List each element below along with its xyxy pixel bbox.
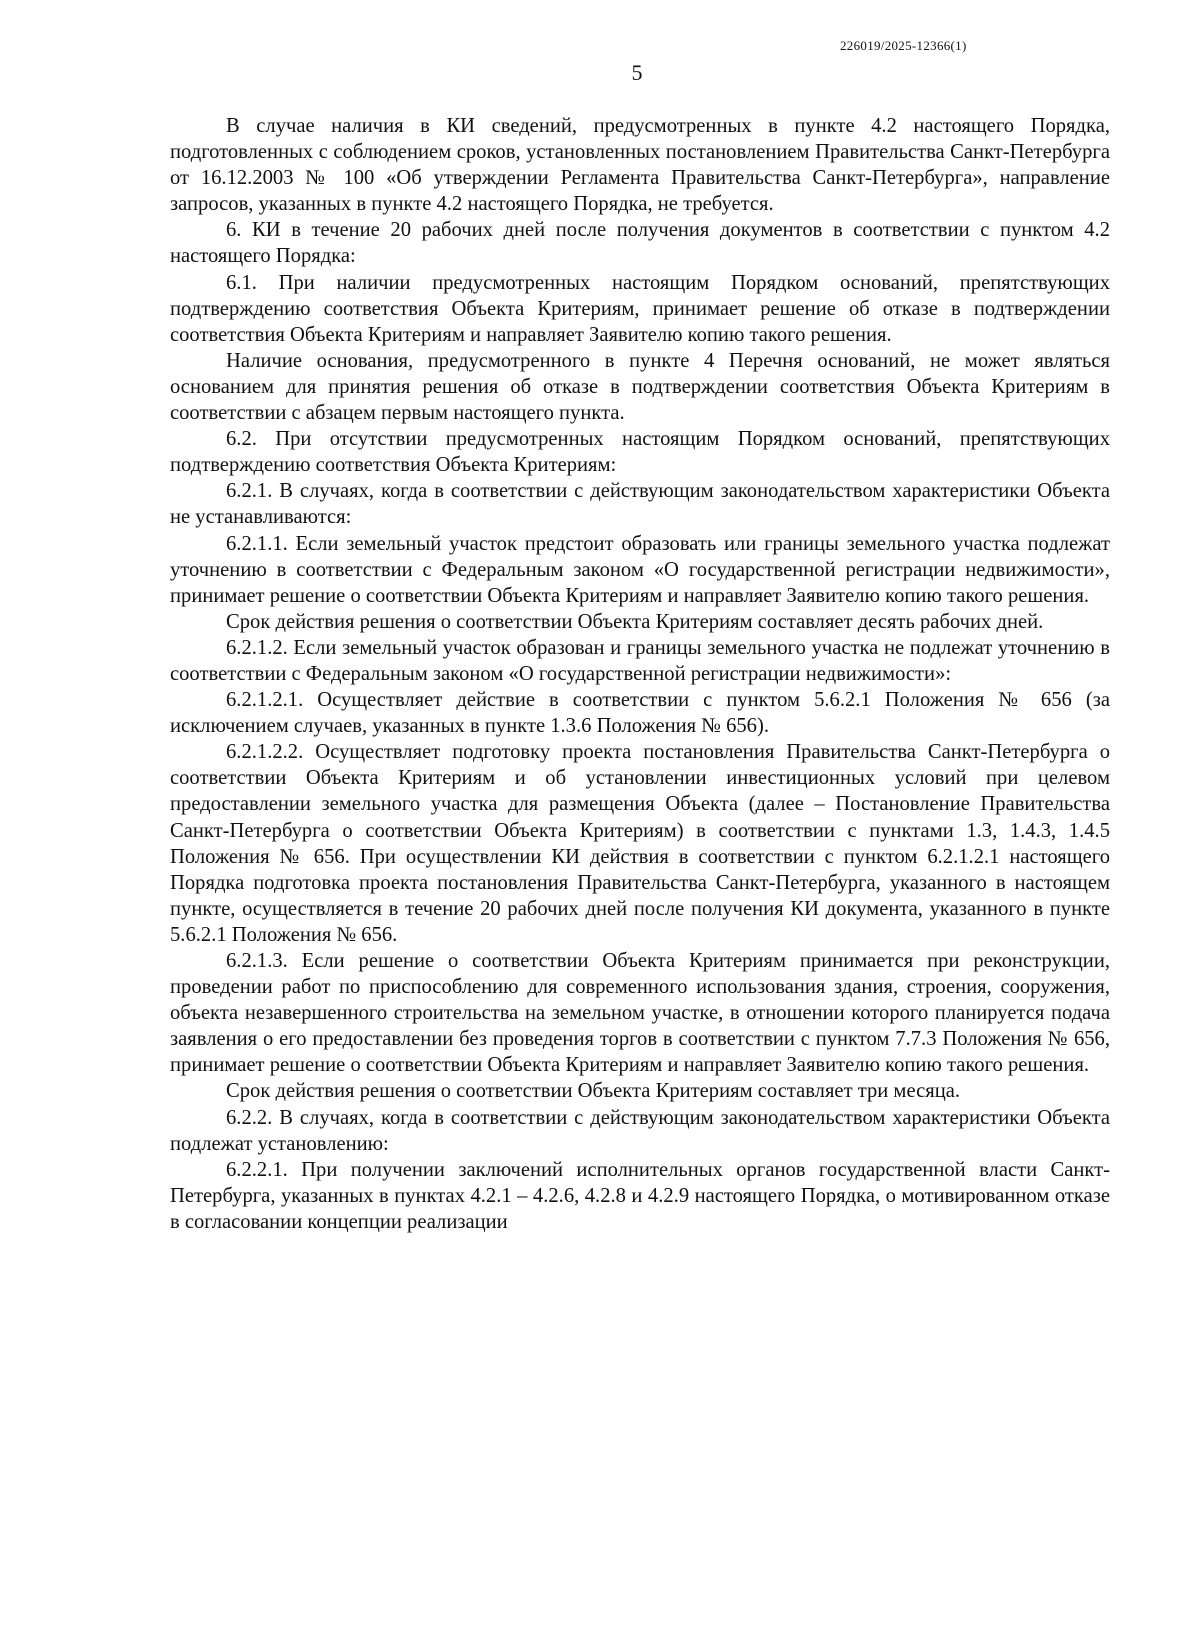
paragraph-6-2-1: 6.2.1. В случаях, когда в соответствии с действующим законодательством характеристики Объекта не устанавливаются: [170, 480, 1110, 529]
paragraph-6-1-note: Наличие основания, предусмотренного в пункте 4 Перечня оснований, не может являться основанием для принятия решения об отказе в подтверждении соответствия Объекта Критериям в соответствии с абзацем первым настоящего пункта. [170, 349, 1110, 425]
paragraph-6-2-2-1: 6.2.2.1. При получении заключений исполнительных органов государственной власти Санкт-Петербурга, указанных в пунктах 4.2.1 – 4.2.6, 4.2.8 и 4.2.9 настоящего Порядка, о мотивированном отказе в согласовании концепции реализации [170, 1158, 1110, 1233]
paragraph-6-2-1-2-2: 6.2.1.2.2. Осуществляет подготовку проекта постановления Правительства Санкт-Петербурга о соответствии Объекта Критериям и об установлении инвестиционных условий при целевом предоставлении земельного участка для размещения Объекта (далее – Постановление Правительства Санкт-Петербурга о соответствии Объекта Критериям) в соответствии с пунктами 1.3, 1.4.3, 1.4.5 Положения № 656. При осуществлении КИ действия в соответствии с пунктом 6.2.1.2.1 настоящего Порядка подготовка проекта постановления Правительства Санкт-Петербурга, указанного в настоящем пункте, осуществляется в течение 20 рабочих дней после получения КИ документа, указанного в пункте 5.6.2.1 Положения № 656. [170, 741, 1110, 946]
paragraph-6-2-1-1-term: Срок действия решения о соответствии Объекта Критериям составляет десять рабочих дней. [226, 610, 1044, 633]
paragraph-6-2-1-3: 6.2.1.3. Если решение о соответствии Объекта Критериям принимается при реконструкции, проведении работ по приспособлению для современного использования здания, строения, сооружения, объекта незавершенного строительства на земельном участке, в отношении которого планируется подача заявления о его предоставлении без проведения торгов в соответствии с пунктом 7.7.3 Положения № 656, принимает решение о соответствии Объекта Критериям и направляет Заявителю копию такого решения. [170, 950, 1110, 1077]
paragraph-6-2-1-1: 6.2.1.1. Если земельный участок предстоит образовать или границы земельного участка подлежат уточнению в соответствии с Федеральным законом «О государственной регистрации недвижимости», принимает решение о соответствии Объекта Критериям и направляет Заявителю копию такого решения. [170, 532, 1110, 607]
paragraph-6: 6. КИ в течение 20 рабочих дней после получения документов в соответствии с пунктом 4.2 настоящего Порядка: [170, 219, 1110, 268]
document-body [170, 113, 1110, 1235]
paragraph-6-2: 6.2. При отсутствии предусмотренных настоящим Порядком оснований, препятствующих подтверждению соответствия Объекта Критериям: [170, 428, 1110, 477]
paragraph-6-2-2: 6.2.2. В случаях, когда в соответствии с действующим законодательством характеристики Объекта подлежат установлению: [170, 1106, 1110, 1155]
paragraph-6-1: 6.1. При наличии предусмотренных настоящим Порядком оснований, препятствующих подтверждению соответствия Объекта Критериям, принимает решение об отказе в подтверждении соответствия Объекта Критериям и направляет Заявителю копию такого решения. [170, 271, 1110, 346]
registration-number: 226019/2025-12366(1) [840, 38, 967, 53]
paragraph-6-2-1-3-term: Срок действия решения о соответствии Объекта Критериям составляет три месяца. [226, 1080, 961, 1103]
paragraph-6-2-1-2: 6.2.1.2. Если земельный участок образован и границы земельного участка не подлежат уточнению в соответствии с Федеральным законом «О государственной регистрации недвижимости»: [170, 636, 1110, 685]
page-number: 5 [631, 60, 643, 85]
paragraph-6-2-1-2-1: 6.2.1.2.1. Осуществляет действие в соответствии с пунктом 5.6.2.1 Положения № 656 (за исключением случаев, указанных в пункте 1.3.6 Положения № 656). [170, 689, 1110, 738]
paragraph-requests-not-required: В случае наличия в КИ сведений, предусмотренных в пункте 4.2 настоящего Порядка, подготовленных с соблюдением сроков, установленных постановлением Правительства Санкт-Петербурга от 16.12.2003 № 100 «Об утверждении Регламента Правительства Санкт-Петербурга», направление запросов, указанных в пункте 4.2 настоящего Порядка, не требуется. [170, 115, 1110, 216]
